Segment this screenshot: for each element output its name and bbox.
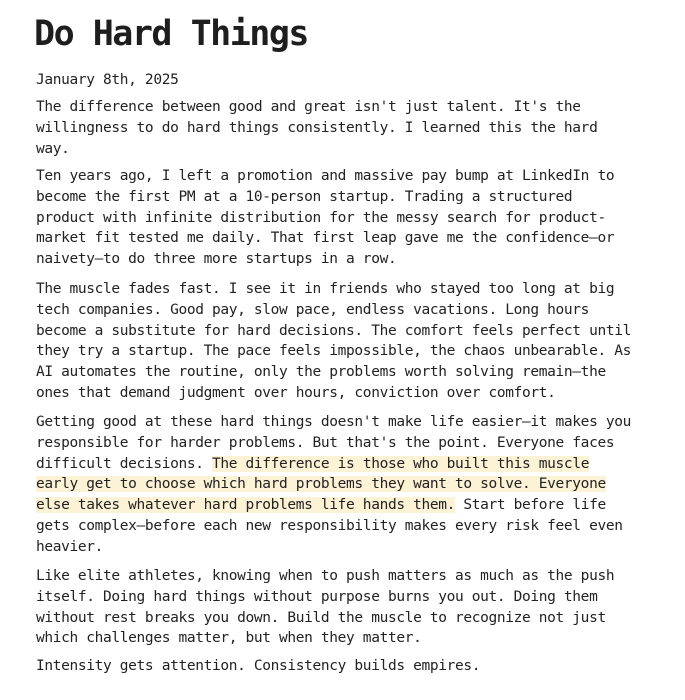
highlighted-text: else takes whatever hard problems life hands them.	[36, 497, 455, 514]
text-line: willingness to do hard things consistently. I learned this the hard	[36, 119, 598, 136]
text-line: become the first PM at a 10-person startup. Trading a structured	[36, 188, 573, 205]
text-line: AI automates the routine, only the problems worth solving remain—the	[36, 364, 606, 381]
text-line: which challenges matter, but when they matter.	[36, 630, 422, 647]
text-line: tech companies. Good pay, slow pace, endless vacations. Long hours	[36, 301, 590, 318]
text-line	[36, 495, 631, 516]
text-line: heavier.	[36, 538, 104, 555]
highlighted-text: The difference is those who built this muscle	[211, 455, 590, 472]
paragraph-6	[36, 656, 480, 677]
paragraph-3	[36, 279, 631, 404]
text-line: The muscle fades fast. I see it in friends who stayed too long at big	[36, 281, 615, 297]
text-line: without rest breaks you down. Build the muscle to recognize not just	[36, 609, 606, 626]
text-line: way.	[36, 140, 70, 157]
publish-date: January 8th, 2025	[36, 72, 179, 88]
text-line: Like elite athletes, knowing when to push matters as much as the push	[36, 568, 615, 584]
paragraph-5	[36, 566, 614, 649]
text-line: responsible for harder problems. But that's the point. Everyone faces	[36, 434, 615, 451]
paragraph-2	[36, 166, 614, 270]
text-line: naivety—to do three more startups in a row.	[36, 251, 397, 268]
text-line: gets complex—before each new responsibility makes every risk feel even	[36, 517, 623, 534]
text-line: they try a startup. The pace feels impossible, the chaos unbearable. As	[36, 343, 631, 360]
text-line: ones that demand judgment over hours, conviction over comfort.	[36, 384, 556, 401]
highlighted-text: early get to choose which hard problems they want to solve. Everyone	[36, 476, 606, 493]
text-line: product with infinite distribution for the messy search for product-	[36, 209, 606, 226]
text-line	[36, 454, 631, 475]
text-line	[36, 474, 631, 495]
paragraph-4	[36, 412, 631, 558]
text-line: The difference between good and great isn't just talent. It's the	[36, 99, 581, 115]
plain-text: Start before life	[455, 497, 606, 514]
text-line: itself. Doing hard things without purpose burns you out. Doing them	[36, 588, 598, 605]
text-line: Getting good at these hard things doesn't make life easier—it makes you	[36, 414, 631, 430]
text-line: become a substitute for hard decisions. The comfort feels perfect until	[36, 322, 631, 339]
text-line: Ten years ago, I left a promotion and massive pay bump at LinkedIn to	[36, 168, 615, 184]
page-title: Do Hard Things	[34, 14, 309, 54]
text-line: market fit tested me daily. That first leap gave me the confidence—or	[36, 230, 615, 247]
text-line: Intensity gets attention. Consistency builds empires.	[36, 658, 481, 674]
paragraph-1	[36, 97, 597, 159]
plain-text: difficult decisions.	[36, 455, 212, 472]
